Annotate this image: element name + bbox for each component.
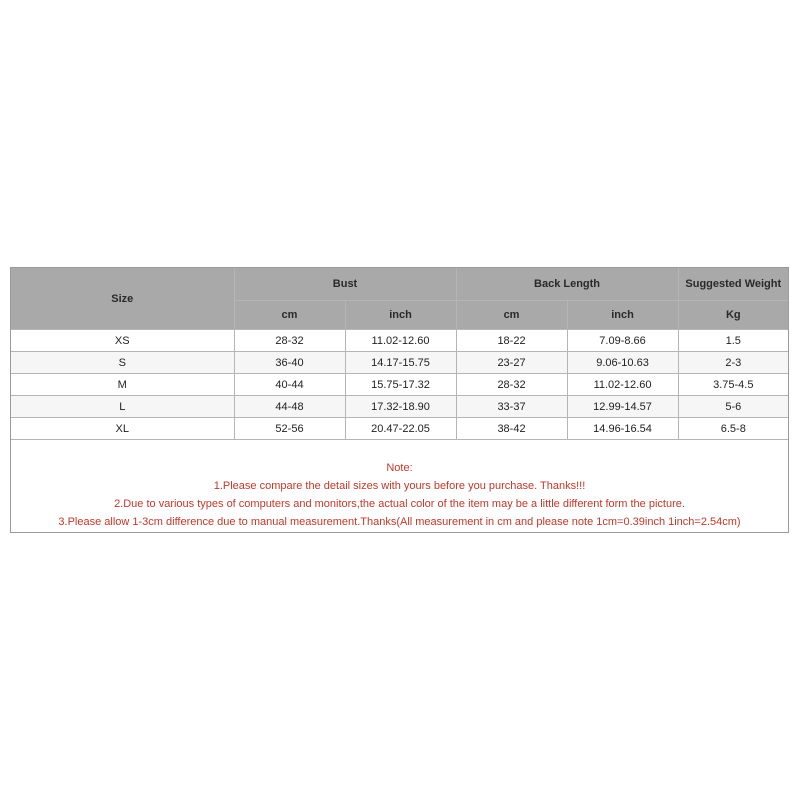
size-chart (10, 267, 789, 533)
bust-cm-cell: 40-44 (234, 374, 345, 396)
back-inch-cell: 9.06-10.63 (567, 352, 678, 374)
size-table (11, 268, 788, 440)
back-cm-cell: 38-42 (456, 418, 567, 440)
size-cell: XL (11, 418, 234, 440)
size-cell: L (11, 396, 234, 418)
weight-cell: 3.75-4.5 (678, 374, 788, 396)
size-cell: S (11, 352, 234, 374)
bust-inch-cell: 17.32-18.90 (345, 396, 456, 418)
notes-section (11, 459, 788, 531)
back-cm-header: cm (456, 301, 567, 330)
back-inch-cell: 12.99-14.57 (567, 396, 678, 418)
back-inch-cell: 14.96-16.54 (567, 418, 678, 440)
weight-cell: 6.5-8 (678, 418, 788, 440)
size-header: Size (11, 268, 234, 330)
note-line-1: 1.Please compare the detail sizes with yours before you purchase. Thanks!!! (213, 480, 586, 492)
table-row (11, 396, 788, 418)
table-row (11, 330, 788, 352)
header-row (11, 268, 788, 301)
table-row (11, 418, 788, 440)
bust-cm-cell: 36-40 (234, 352, 345, 374)
note-line-3: 3.Please allow 1-3cm difference due to manual measurement.Thanks(All measurement in cm and please note 1cm=0.39inch 1inch=2.54cm) (58, 516, 741, 528)
back-cm-cell: 23-27 (456, 352, 567, 374)
weight-kg-header: Kg (678, 301, 788, 330)
bust-cm-cell: 52-56 (234, 418, 345, 440)
table-row (11, 374, 788, 396)
weight-cell: 1.5 (678, 330, 788, 352)
bust-cm-cell: 28-32 (234, 330, 345, 352)
back-cm-cell: 28-32 (456, 374, 567, 396)
back-cm-cell: 33-37 (456, 396, 567, 418)
bust-inch-cell: 14.17-15.75 (345, 352, 456, 374)
bust-cm-cell: 44-48 (234, 396, 345, 418)
bust-inch-cell: 20.47-22.05 (345, 418, 456, 440)
bust-inch-cell: 11.02-12.60 (345, 330, 456, 352)
size-cell: M (11, 374, 234, 396)
back-cm-cell: 18-22 (456, 330, 567, 352)
table-row (11, 352, 788, 374)
back-inch-cell: 7.09-8.66 (567, 330, 678, 352)
bust-header: Bust (234, 268, 456, 301)
size-cell: XS (11, 330, 234, 352)
weight-cell: 2-3 (678, 352, 788, 374)
bust-inch-header: inch (345, 301, 456, 330)
back-inch-header: inch (567, 301, 678, 330)
back-inch-cell: 11.02-12.60 (567, 374, 678, 396)
back-length-header: Back Length (456, 268, 678, 301)
weight-cell: 5-6 (678, 396, 788, 418)
note-line-2: 2.Due to various types of computers and monitors,the actual color of the item may be a little different form the picture. (114, 498, 685, 510)
note-title: Note: (386, 462, 413, 474)
suggested-weight-header: Suggested Weight (678, 268, 788, 301)
bust-inch-cell: 15.75-17.32 (345, 374, 456, 396)
bust-cm-header: cm (234, 301, 345, 330)
